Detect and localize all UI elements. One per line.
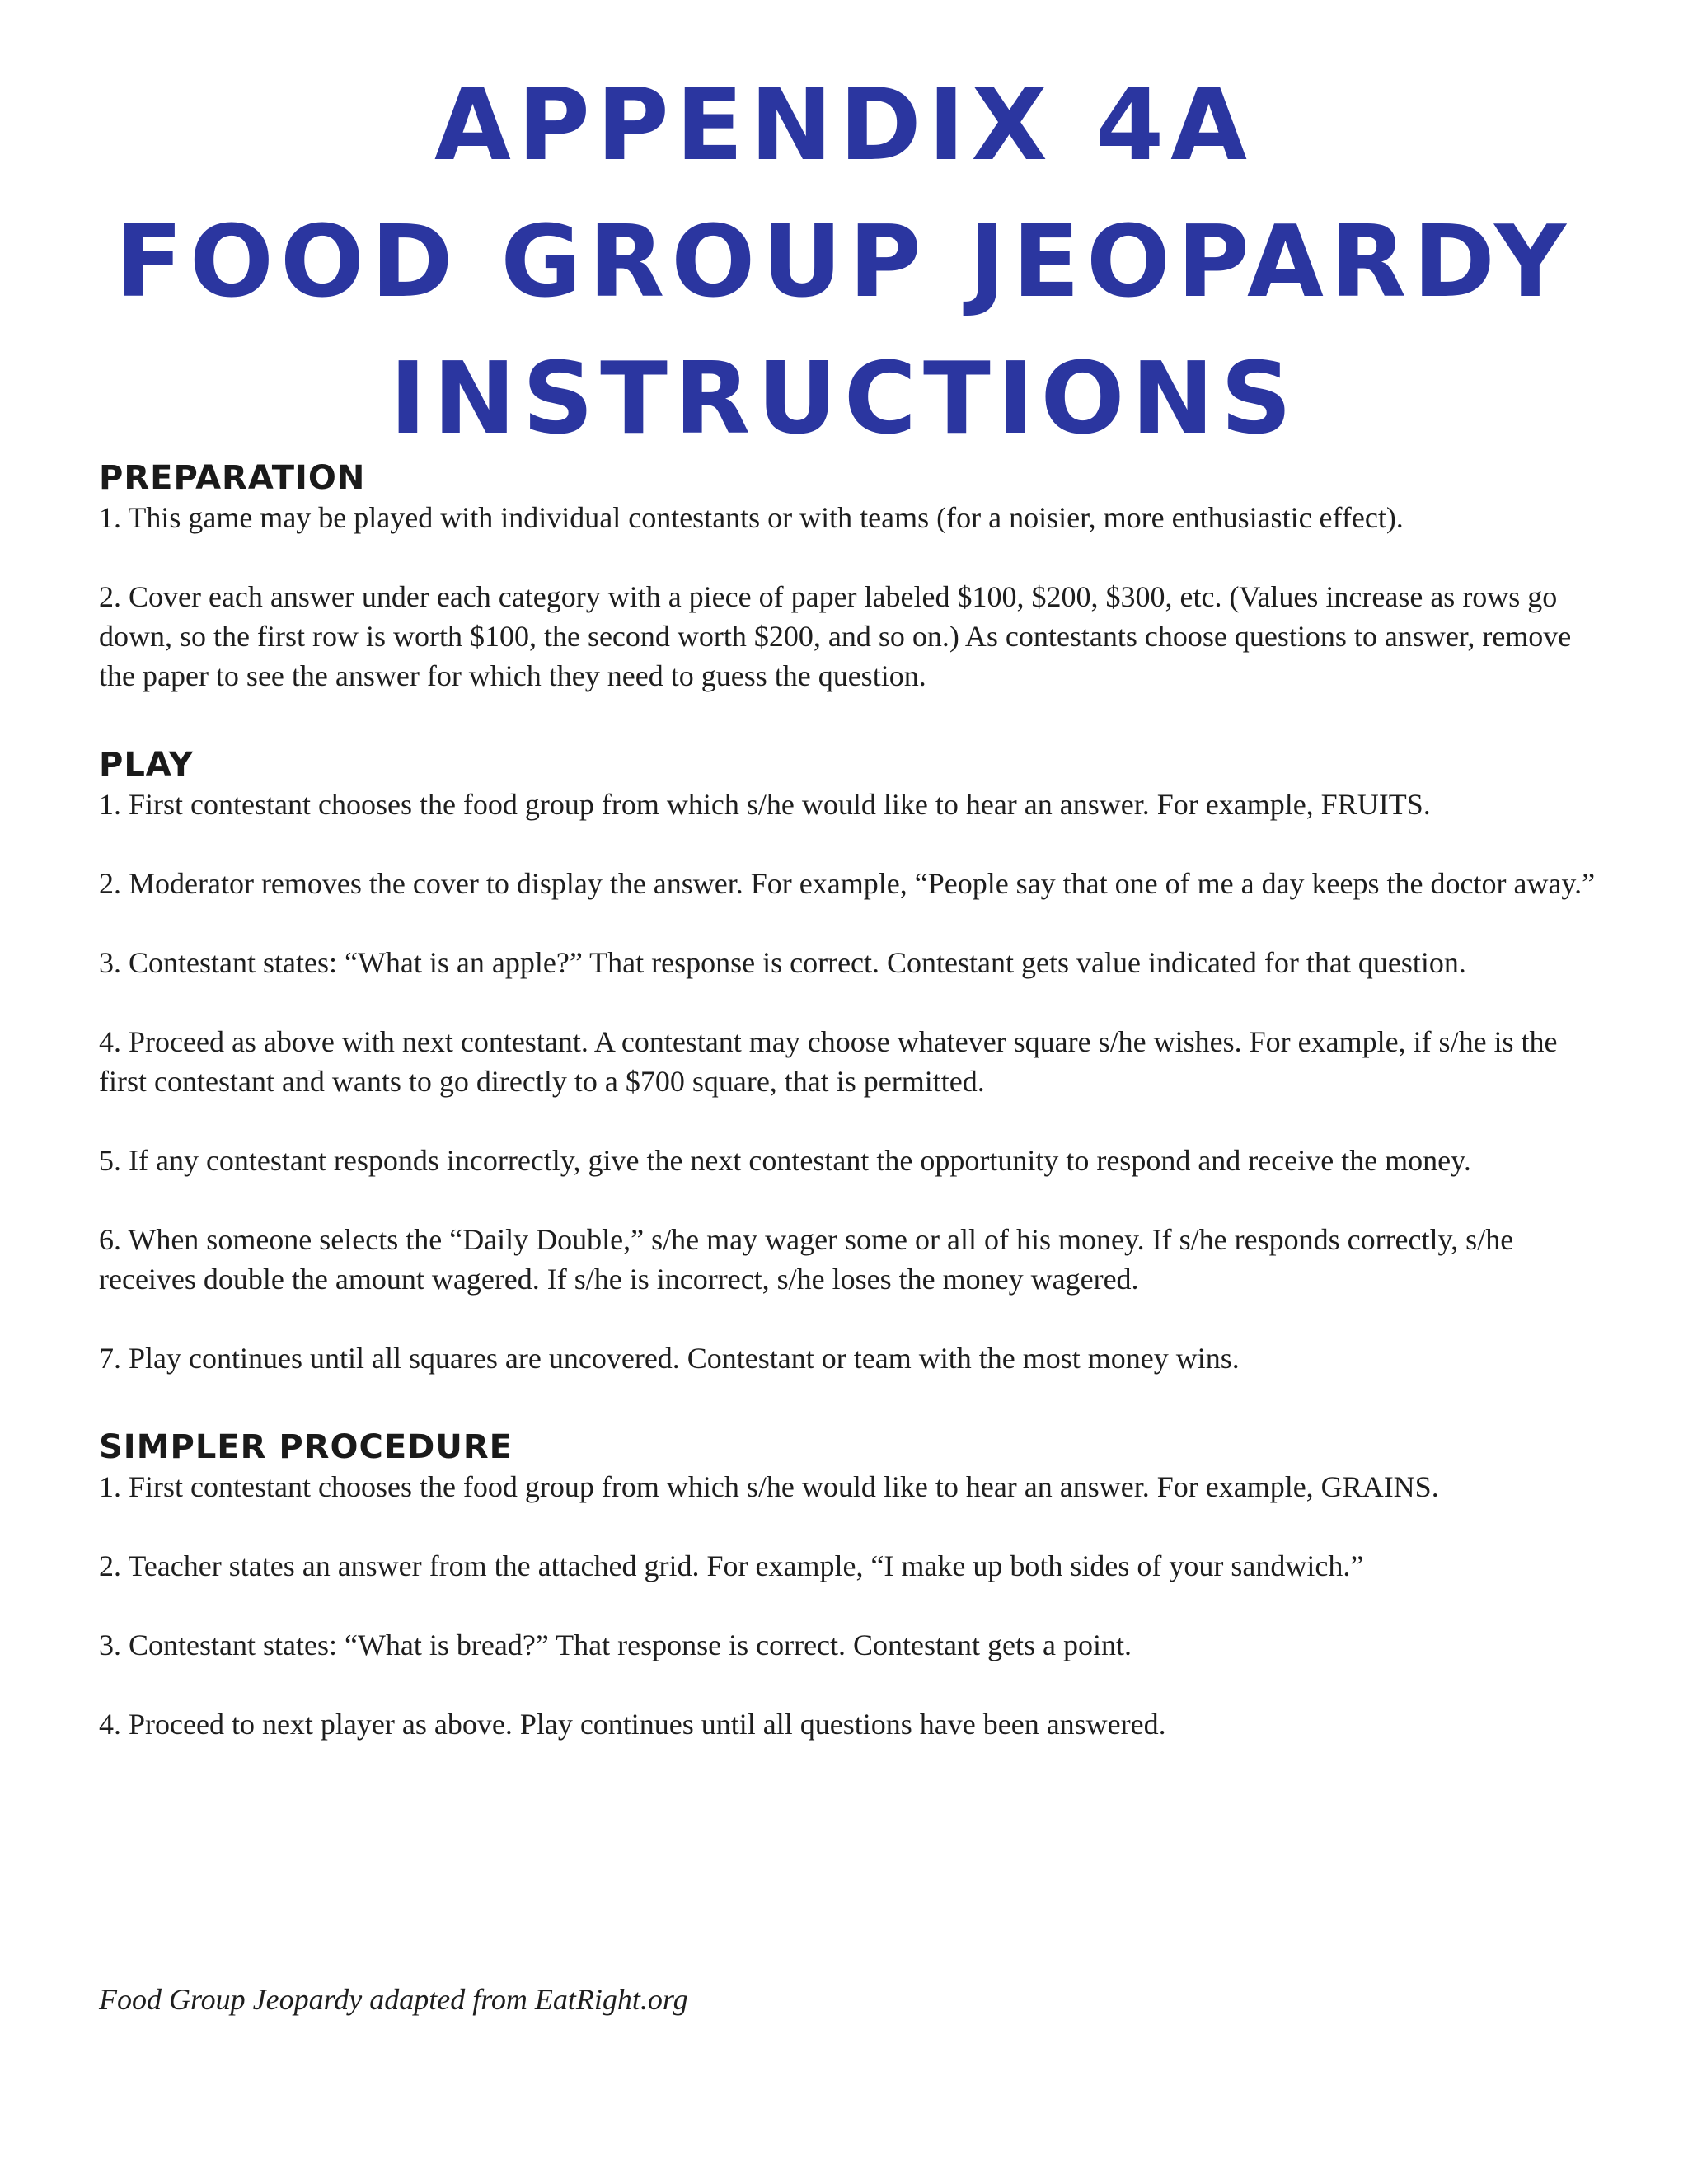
preparation-item-1: 1. This game may be played with individual contestants or with teams (for a noisier, more enthusiastic effect). <box>99 501 1404 534</box>
title-food-group-jeopardy: FOOD GROUP JEOPARDY <box>115 205 1573 320</box>
play-item-1: 1. First contestant chooses the food group from which s/he would like to hear an answer. For example, FRUITS. <box>99 788 1431 821</box>
play-item-6: 6. When someone selects the “Daily Double,” s/he may wager some or all of his money. If s/he responds correctly, s/he receives double the amount wagered. If s/he is incorrect, s/he loses the money wagered. <box>99 1223 1514 1296</box>
heading-play: PLAY <box>99 746 194 784</box>
heading-preparation: PREPARATION <box>99 459 366 497</box>
footer-credit: Food Group Jeopardy adapted from EatRight.org <box>99 1983 688 2016</box>
preparation-item-2: 2. Cover each answer under each category with a piece of paper labeled $100, $200, $300, etc. (Values increase as rows go down, so the first row is worth $100, the second worth $200, and so on.) As contestants choose questions to answer, remove the paper to see the answer for which they need to guess the question. <box>99 580 1572 692</box>
section-play <box>99 745 1599 1378</box>
simpler-item-3: 3. Contestant states: “What is bread?” That response is correct. Contestant gets a point. <box>99 1629 1132 1661</box>
play-item-2: 2. Moderator removes the cover to display the answer. For example, “People say that one of me a day keeps the doctor away.” <box>99 867 1596 900</box>
simpler-item-4: 4. Proceed to next player as above. Play continues until all questions have been answered. <box>99 1708 1166 1741</box>
simpler-item-2: 2. Teacher states an answer from the attached grid. For example, “I make up both sides of your sandwich.” <box>99 1549 1364 1582</box>
simpler-item-1: 1. First contestant chooses the food group from which s/he would like to hear an answer. For example, GRAINS. <box>99 1470 1439 1503</box>
heading-simpler-procedure: SIMPLER PROCEDURE <box>99 1428 513 1466</box>
play-item-7: 7. Play continues until all squares are uncovered. Contestant or team with the most money wins. <box>99 1342 1240 1375</box>
section-simpler-procedure <box>99 1427 1599 1744</box>
title-instructions: INSTRUCTIONS <box>389 342 1299 457</box>
title-appendix: APPENDIX 4A <box>434 68 1254 183</box>
play-item-3: 3. Contestant states: “What is an apple?” That response is correct. Contestant gets value indicated for that question. <box>99 946 1466 979</box>
instructions-content <box>99 458 1599 1783</box>
play-item-5: 5. If any contestant responds incorrectly, give the next contestant the opportunity to respond and receive the money. <box>99 1144 1471 1177</box>
section-preparation <box>99 458 1599 696</box>
play-item-4: 4. Proceed as above with next contestant. A contestant may choose whatever square s/he wishes. For example, if s/he is the first contestant and wants to go directly to a $700 square, that is permitted. <box>99 1025 1558 1098</box>
title-block <box>0 58 1688 468</box>
